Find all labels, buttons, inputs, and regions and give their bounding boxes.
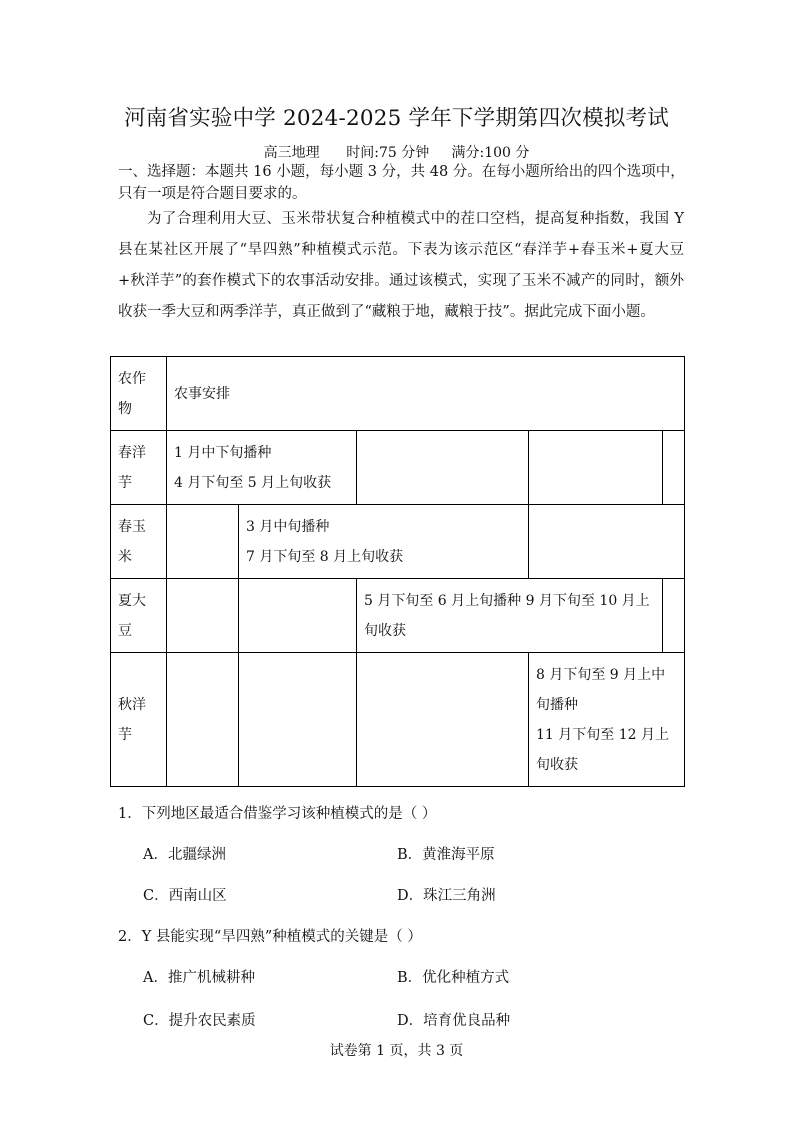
q1-option-d[interactable]: D．珠江三角洲 [397,888,496,904]
empty-cell [239,579,357,653]
question-2-stem: 2．Y 县能实现“旱四熟”种植模式的关键是（ ） [118,929,422,945]
empty-cell [529,505,685,579]
schedule-cell: 5 月下旬至 6 月上旬播种 9 月下旬至 10 月上旬收获 [357,579,663,653]
exam-title: 河南省实验中学 2024-2025 学年下学期第四次模拟考试 [124,106,669,131]
question-1-stem: 1．下列地区最适合借鉴学习该种植模式的是（ ） [118,806,437,822]
table-header-row [111,357,685,431]
q1-option-a[interactable]: A．北疆绿洲 [143,847,226,863]
exam-subtitle: 高三地理 时间:75 分钟 满分:100 分 [263,145,530,161]
schedule-line: 8 月下旬至 9 月上中 [536,666,666,683]
schedule-line: 11 月下旬至 12 月上 [536,726,669,743]
table-row [111,653,685,787]
crop-cell: 春玉米 [111,505,167,579]
q2-option-d[interactable]: D．培育优良品种 [397,1013,511,1029]
q2-option-a[interactable]: A．推广机械耕种 [143,970,255,986]
q2-option-c[interactable]: C．提升农民素质 [143,1013,256,1029]
schedule-cell [167,431,357,505]
passage-paragraph: 为了合理利用大豆、玉米带状复合种植模式中的茬口空档，提高复种指数，我国 Y 县在某社区开展了“旱四熟”种植模式示范。下表为该示范区“春洋芋+春玉米+夏大豆+秋洋芋”的套作模式下的农事活动安排。通过该模式，实现了玉米不减产的同时，额外收获一季大豆和两季洋芋，真正做到了“藏粮于地，藏粮于技”。据此完成下面小题。 [118,211,684,320]
sow-text: 1 月中下旬播种 [174,444,272,461]
empty-cell [167,653,239,787]
empty-cell [663,579,685,653]
table-row [111,505,685,579]
empty-cell [529,431,663,505]
empty-cell [167,505,239,579]
empty-cell [239,653,357,787]
q2-option-b[interactable]: B．优化种植方式 [397,970,510,986]
page-footer: 试卷第 1 页，共 3 页 [329,1043,464,1059]
harvest-text: 4 月下旬至 5 月上旬收获 [174,474,332,491]
schedule-line: 旬收获 [536,756,578,773]
schedule-cell [529,653,685,787]
q1-option-c[interactable]: C．西南山区 [143,888,227,904]
empty-cell [357,431,529,505]
q1-option-b[interactable]: B．黄淮海平原 [397,847,495,863]
crop-cell: 夏大豆 [111,579,167,653]
section-instructions: 一、选择题：本题共 16 小题，每小题 3 分，共 48 分。在每小题所给出的四个选项中，只有一项是符合题目要求的。 [118,164,685,202]
empty-cell [167,579,239,653]
harvest-text: 7 月下旬至 8 月上旬收获 [246,548,404,565]
header-cell-crop: 农作物 [111,357,167,431]
empty-cell [663,431,685,505]
crop-cell: 春洋芋 [111,431,167,505]
schedule-cell [239,505,529,579]
sow-text: 3 月中旬播种 [246,518,330,535]
table-row [111,431,685,505]
farming-schedule-table [110,356,685,787]
crop-cell: 秋洋芋 [111,653,167,787]
empty-cell [357,653,529,787]
header-cell-schedule: 农事安排 [167,357,685,431]
schedule-line: 旬播种 [536,696,578,713]
table-row [111,579,685,653]
